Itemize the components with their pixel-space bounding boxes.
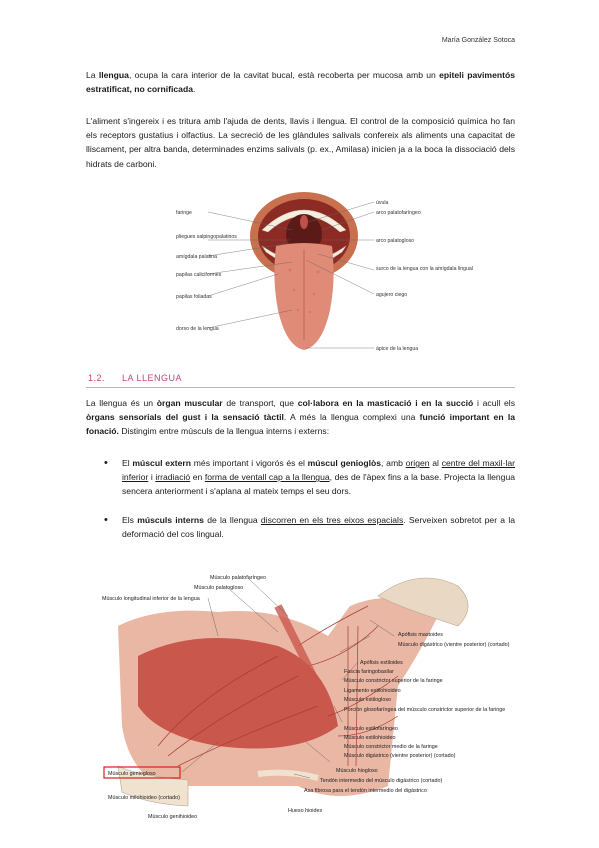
label-agujero-ciego: agujero ciego <box>376 292 408 298</box>
label-pliegues: pliegues salpingopalatinos <box>176 234 237 240</box>
label-apice: ápice de la lengua <box>376 346 419 352</box>
label-palatofaringeo: Músculo palatofaríngeo <box>210 575 267 581</box>
label-surco: surco de la lengua con la amígdala lingual <box>376 266 473 272</box>
label-r12: Músculo hiogloso <box>336 768 378 774</box>
label-papilas-foliadas: papilas foliadas <box>176 294 212 300</box>
label-r10: Músculo constrictor medio de la faringe <box>344 744 438 750</box>
label-uvula: úvula <box>376 200 389 206</box>
bullet-marker: • <box>104 514 108 526</box>
label-r13: Tendón intermedio del músculo digástrico (cortado) <box>320 778 443 784</box>
intro-paragraph-2: L'aliment s'ingereix i es tritura amb l'ajuda de dents, llavis i llengua. El control de la composició química ho fan els receptors gustatius i olfactius. La secreció de les glàndules salivals confereix als aliments una capacitat de lliscament, per altra banda, determinades enzims salivals (p. ex., Amilasa) inicien ja a la boca la dissociació dels hidrats de carboni. <box>86 116 515 169</box>
label-hueso-hioides: Hueso hioides <box>288 808 323 814</box>
label-geniogloso: Músculo geniogloso <box>108 771 156 777</box>
label-r5: Ligamento estilohioideo <box>344 688 401 694</box>
label-r0: Apófisis mastoides <box>398 632 443 638</box>
label-arco-palatogloso: arco palatogloso <box>376 238 415 244</box>
label-r11: Músculo digástrico (vientre posterior) (cortado) <box>344 753 456 759</box>
label-faringe: faringe <box>176 210 192 216</box>
bullet-item-internal-muscles: Els músculs interns de la llengua discorren en els tres eixos espacials. Serveixen sobretot per a la deformació del cos lingual. <box>122 515 516 540</box>
bullet-marker: • <box>104 457 108 469</box>
label-dorso: dorso de la lengua <box>176 326 219 332</box>
label-r7: Porción glosofaríngea del músculo constrictor superior de la faringe <box>344 707 506 713</box>
label-r2: Apófisis estiloides <box>360 660 403 666</box>
label-r8: Músculo estilofaríngeo <box>344 726 398 732</box>
label-r1: Músculo digástrico (vientre posterior) (cortado) <box>398 642 510 648</box>
body-paragraph: La llengua és un òrgan muscular de transport, que col·labora en la masticació i en la succió i acull els òrgans sensorials del gust i la sensació tàctil. A més la llengua complexi una funció important en la fonació. Distingim entre músculs de la llengua interns i externs: <box>86 398 515 437</box>
tongue-muscles-figure <box>98 566 518 828</box>
label-r9: Músculo estilohioideo <box>344 735 396 741</box>
section-number: 1.2. <box>88 373 106 383</box>
label-papilas-caliciformes: papilas caliciformes <box>176 272 222 278</box>
label-r4: Músculo constrictor superior de la faringe <box>344 678 443 684</box>
label-arco-palatofaringeo: arco palatofaríngeo <box>376 210 421 216</box>
label-r6: Músculo estilogloso <box>344 697 392 703</box>
section-title: LA LLENGUA <box>122 373 183 383</box>
label-r3: Fascia faringobasilar <box>344 669 394 675</box>
bullet-item-external-muscle: El múscul extern més important i vigorós és el múscul genioglòs, amb origen al centre del maxil·lar inferior i irradiació en forma de ventall cap a la llengua, des de l'àpex fins a la base. Projecta la llengua sencera anteriorment i s'aplana al mateix temps el seu dors. <box>122 458 516 497</box>
label-genihioideo: Músculo genihioideo <box>148 814 198 820</box>
label-amigdala: amígdala palatina <box>176 254 217 260</box>
label-longitudinal-inferior: Músculo longitudinal inferior de la lengua <box>102 596 200 602</box>
label-palatogloso: Músculo palatogloso <box>194 585 244 591</box>
label-milohioideo: Músculo milohioideo (cortado) <box>108 795 180 801</box>
author-name: María González Sotoca <box>441 37 515 44</box>
intro-paragraph-1: La llengua, ocupa la cara interior de la cavitat bucal, està recoberta per mucosa amb un epiteli pavimentós estratificat, no cornificada. <box>86 70 515 95</box>
label-r14: Asa fibrosa para el tendón intermedio del digástrico <box>304 788 427 794</box>
section-heading <box>86 369 515 388</box>
tongue-anatomy-figure <box>172 190 473 355</box>
